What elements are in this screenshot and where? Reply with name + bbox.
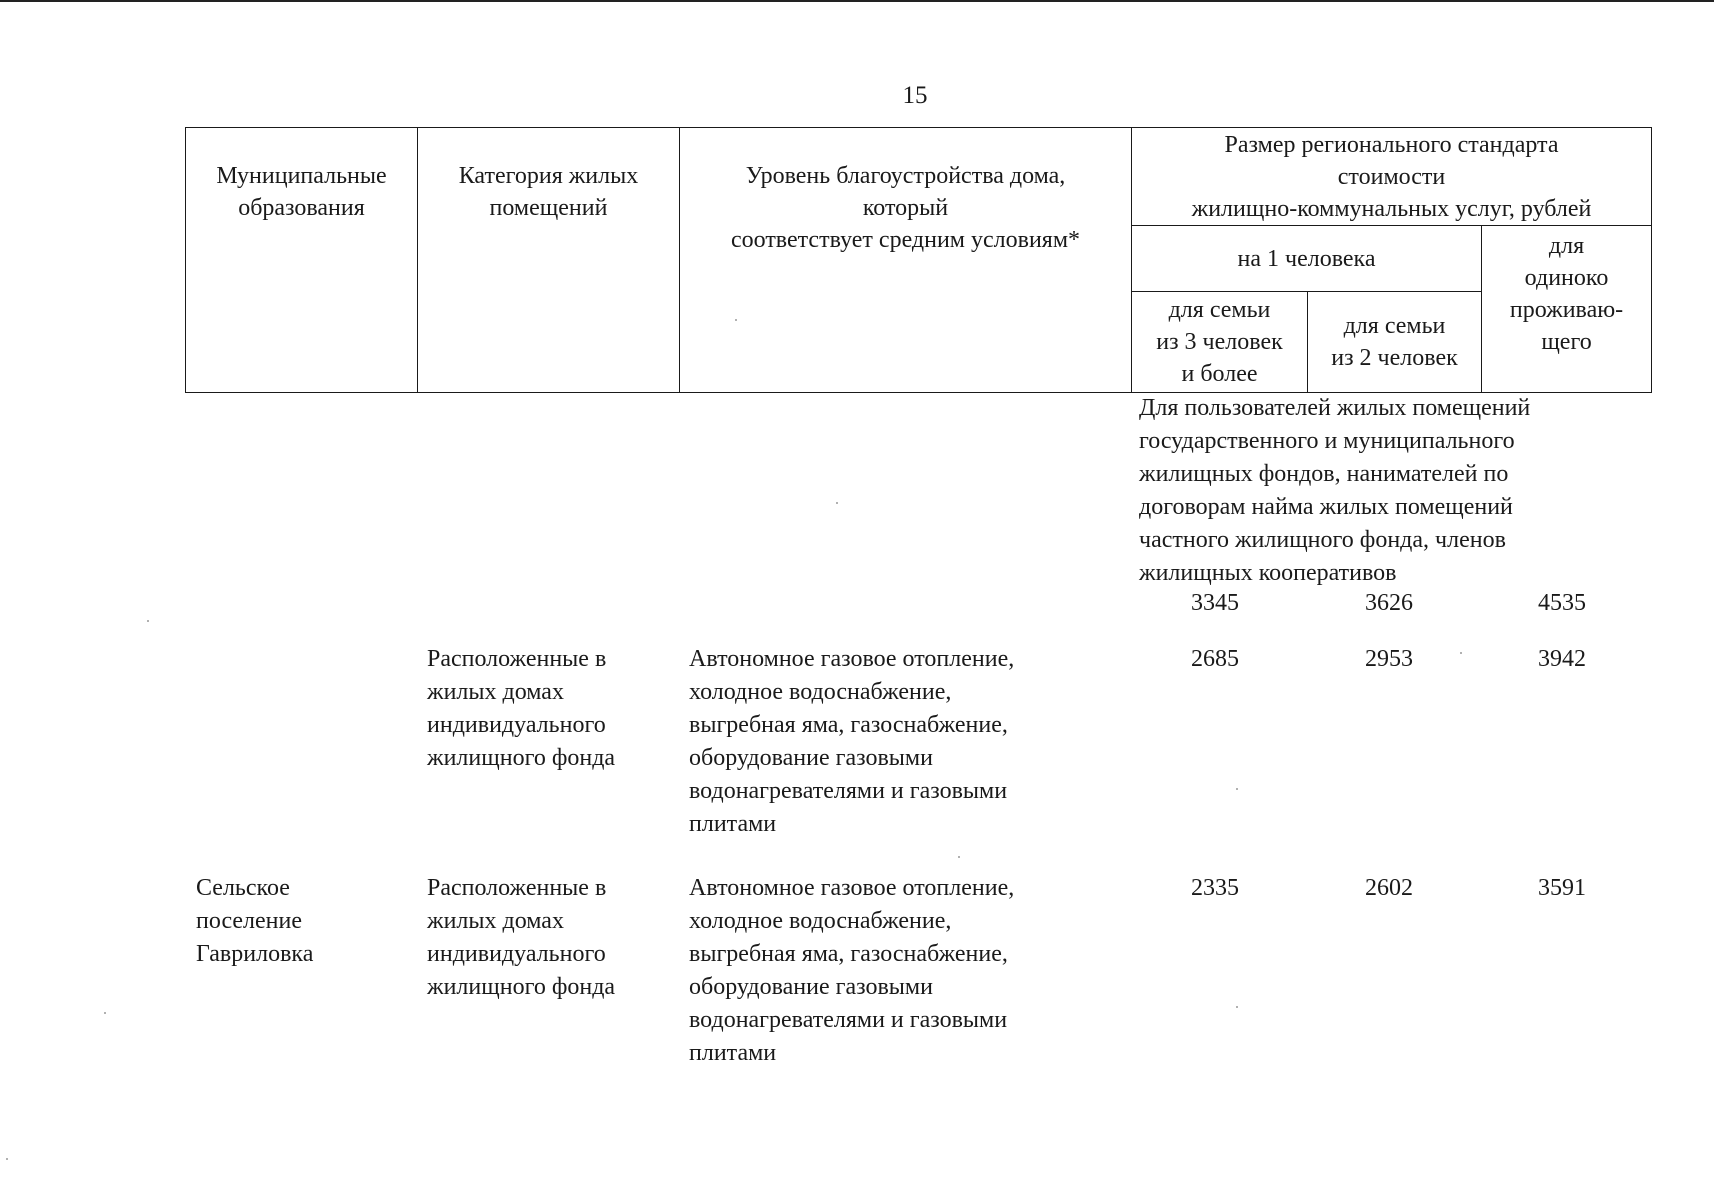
scan-speck — [6, 1158, 8, 1160]
scan-speck — [1460, 652, 1462, 654]
row1-value-single: 3942 — [1538, 646, 1586, 672]
scan-speck — [1236, 1006, 1238, 1008]
header-single — [1482, 226, 1652, 393]
header-category — [418, 128, 680, 393]
row1-level: Автономное газовое отопление, холодное водоснабжение, выгребная яма, газоснабжение, оборудование газовыми водонагревателями и газовыми плитами — [689, 646, 1015, 837]
header-municipal-label: Муниципальные образования — [216, 163, 387, 221]
header-per-person — [1132, 226, 1482, 292]
row1-value-family2: 2953 — [1365, 646, 1413, 672]
scan-speck — [1236, 788, 1238, 790]
header-single-label: для одиноко проживаю- щего — [1509, 233, 1624, 355]
header-family3-label: для семьи из 3 человек и более — [1156, 297, 1283, 387]
row2-category: Расположенные в жилых домах индивидуального жилищного фонда — [427, 875, 616, 1000]
top-border-line — [0, 0, 1714, 2]
row1-category: Расположенные в жилых домах индивидуального жилищного фонда — [427, 646, 616, 771]
header-level — [680, 128, 1132, 393]
row2-value-family3: 2335 — [1191, 875, 1239, 901]
note-value-single: 4535 — [1538, 590, 1586, 616]
header-family2-label: для семьи из 2 человек — [1331, 313, 1458, 371]
header-category-label: Категория жилых помещений — [458, 163, 639, 221]
note-text: Для пользователей жилых помещений государственного и муниципального жилищных фондов, нанимателей по договорам найма жилых помещений частного жилищного фонда, членов жилищных кооперативов — [1139, 395, 1531, 586]
scan-speck — [104, 1012, 106, 1014]
header-family2 — [1308, 292, 1482, 393]
row2-level: Автономное газовое отопление, холодное водоснабжение, выгребная яма, газоснабжение, оборудование газовыми водонагревателями и газовыми плитами — [689, 875, 1015, 1066]
scan-speck — [735, 319, 737, 321]
row1-value-family3: 2685 — [1191, 646, 1239, 672]
header-table — [185, 127, 1652, 393]
note-value-family3: 3345 — [1191, 590, 1239, 616]
header-municipal — [186, 128, 418, 393]
scan-speck — [958, 856, 960, 858]
header-standard-group-label: Размер регионального стандарта стоимости жилищно-коммунальных услуг, рублей — [1191, 132, 1592, 222]
scan-speck — [147, 620, 149, 622]
row2-value-single: 3591 — [1538, 875, 1586, 901]
header-level-label: Уровень благоустройства дома, который соответствует средним условиям* — [730, 163, 1081, 253]
row2-municipal: Сельское поселение Гавриловка — [196, 875, 314, 967]
header-per-person-label: на 1 человека — [1237, 245, 1376, 272]
note-value-family2: 3626 — [1365, 590, 1413, 616]
row2-value-family2: 2602 — [1365, 875, 1413, 901]
header-standard-group — [1132, 128, 1652, 226]
header-family3 — [1132, 292, 1308, 393]
scan-speck — [836, 502, 838, 504]
page-number: 15 — [902, 82, 928, 109]
